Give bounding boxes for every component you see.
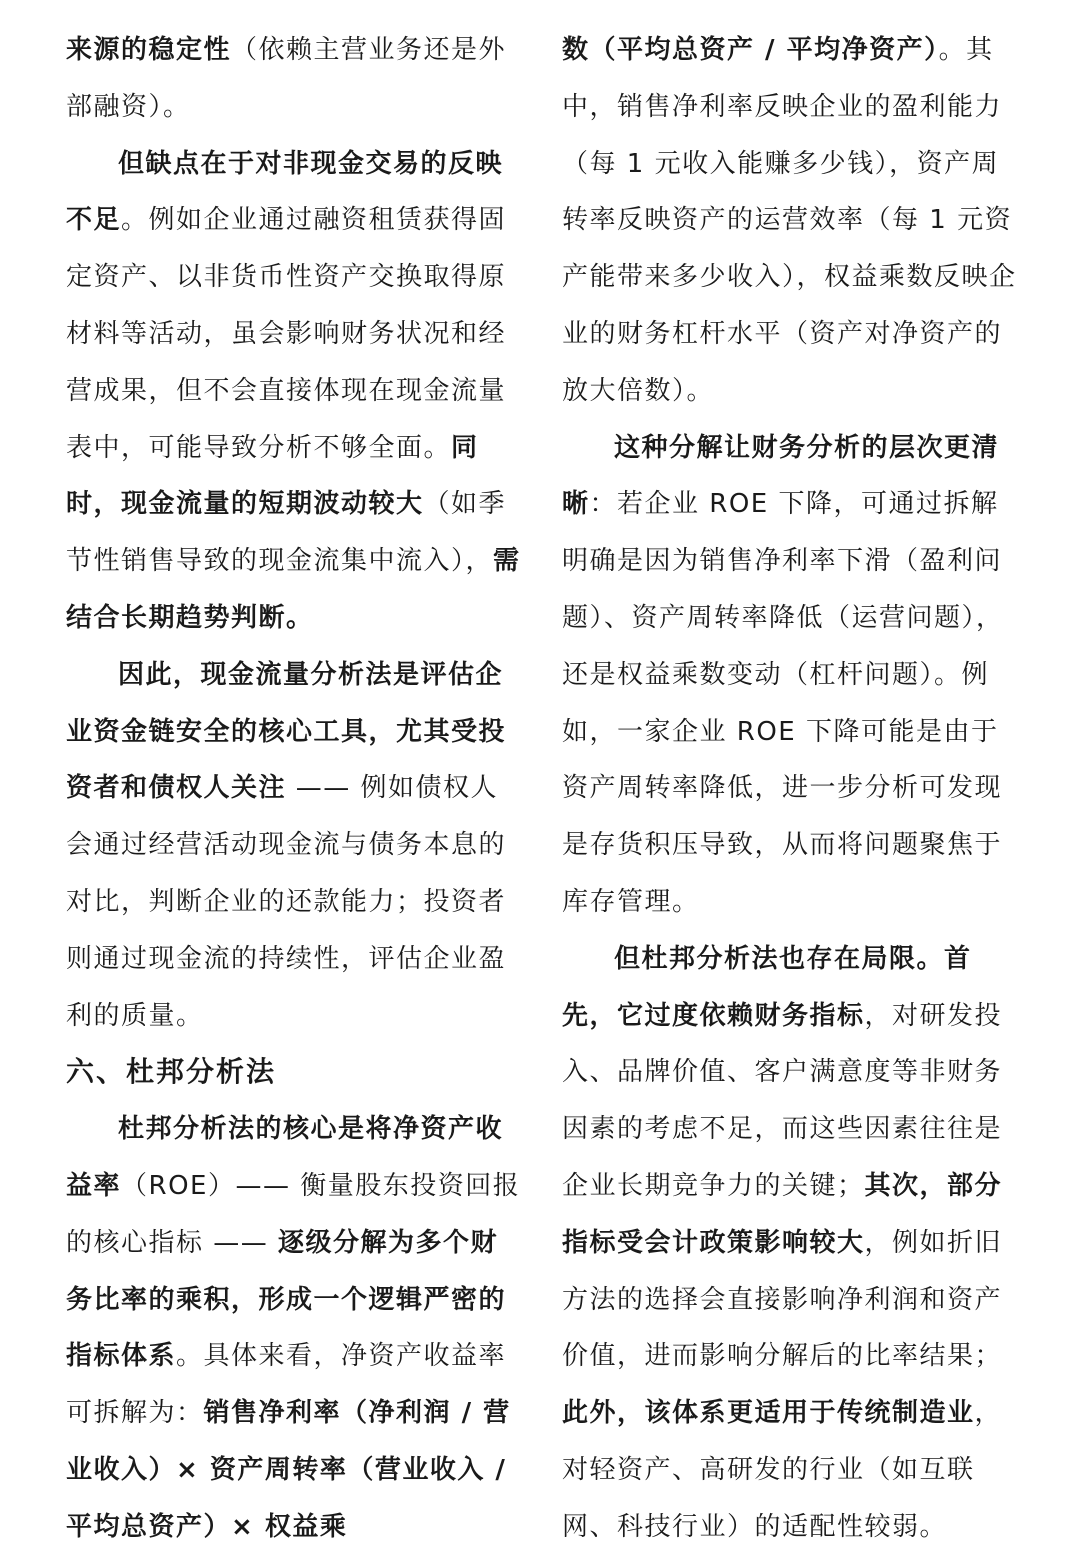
bold-text: 同时，现金流量的短期波动较大 <box>66 432 479 520</box>
body-text: ，对轻资产、高研发的行业（如互联网、科技行业）的适配性较弱。 <box>562 1398 1003 1542</box>
body-text: 。具体来看，净资产收益率可拆解为： <box>66 1341 507 1429</box>
left-column <box>66 22 524 1556</box>
bold-text: 这种分解让财务分析的层次更清晰 <box>562 432 1000 520</box>
bold-text: 但杜邦分析法也存在局限。首先，它过度依赖财务指标 <box>562 943 972 1031</box>
bold-text: 但缺点在于对非现金交易的反映不足 <box>66 148 504 236</box>
bold-text: 其次，部分指标受会计政策影响较大 <box>562 1170 1003 1258</box>
paragraph-cashflow-conclusion <box>66 647 524 1045</box>
bold-text: 杜邦分析法的核心是将净资产收益率 <box>66 1114 504 1201</box>
bold-text: 需结合长期趋势判断。 <box>66 546 521 633</box>
bold-text: 因此，现金流量分析法是评估企业资金链安全的核心工具，尤其受投资者和债权人关注 <box>66 659 507 804</box>
bold-text: 销售净利率（净利润 / 营业收入）× 资产周转率（营业收入 / 平均总资产）× 权益乘 <box>66 1398 511 1542</box>
paragraph-funding-stability <box>66 22 524 136</box>
body-text: （如季节性销售导致的现金流集中流入）， <box>66 489 507 577</box>
paragraph-noncash-limitation <box>66 136 524 647</box>
body-text: 。其中，销售净利率反映企业的盈利能力（每 1 元收入能赚多少钱），资产周转率反映资产的运营效率（每 1 元资产能带来多少收入），权益乘数反映企业的财务杠杆水平（资产对净资产的放大倍数）。 <box>562 35 1017 406</box>
paragraph-dupont-core <box>66 1101 524 1555</box>
section-heading-dupont: 六、杜邦分析法 <box>66 1055 277 1089</box>
body-text: ，对研发投入、品牌价值、客户满意度等非财务因素的考虑不足，而这些因素往往是企业长期竞争力的关键； <box>562 1000 1003 1201</box>
body-text: 。例如企业通过融资租赁获得固定资产、以非货币性资产交换取得原材料等活动，虽会影响财务状况和经营成果，但不会直接体现在现金流量表中，可能导致分析不够全面。 <box>66 205 507 463</box>
body-text: —— 例如债权人会通过经营活动现金流与债务本息的对比，判断企业的还款能力；投资者则通过现金流的持续性，评估企业盈利的质量。 <box>66 773 507 1031</box>
paragraph-dupont-limitations <box>562 931 1024 1556</box>
body-text: ：若企业 ROE 下降，可通过拆解明确是因为销售净利率下滑（盈利问题）、资产周转率降低（运营问题），还是权益乘数变动（杠杆问题）。例如，一家企业 ROE 下降可能是由于资产周转率降低，进一步分析可发现是存货积压导致，从而将问题聚焦于库存管理。 <box>562 489 1004 917</box>
body-text: （依赖主营业务还是外部融资）。 <box>66 35 507 122</box>
paragraph-dupont-formula <box>562 22 1024 420</box>
body-text: ，例如折旧方法的选择会直接影响净利润和资产价值，进而影响分解后的比率结果； <box>562 1227 1003 1372</box>
body-text: （ROE）—— 衡量股东投资回报的核心指标 —— <box>66 1170 521 1258</box>
paragraph-dupont-clarity <box>562 420 1024 931</box>
bold-text: 数（平均总资产 / 平均净资产） <box>562 35 939 65</box>
bold-text: 此外，该体系更适用于传统制造业 <box>562 1398 975 1429</box>
bold-text: 来源的稳定性 <box>66 35 232 65</box>
right-column <box>562 22 1024 1556</box>
bold-text: 逐级分解为多个财务比率的乘积，形成一个逻辑严密的指标体系 <box>66 1227 507 1372</box>
